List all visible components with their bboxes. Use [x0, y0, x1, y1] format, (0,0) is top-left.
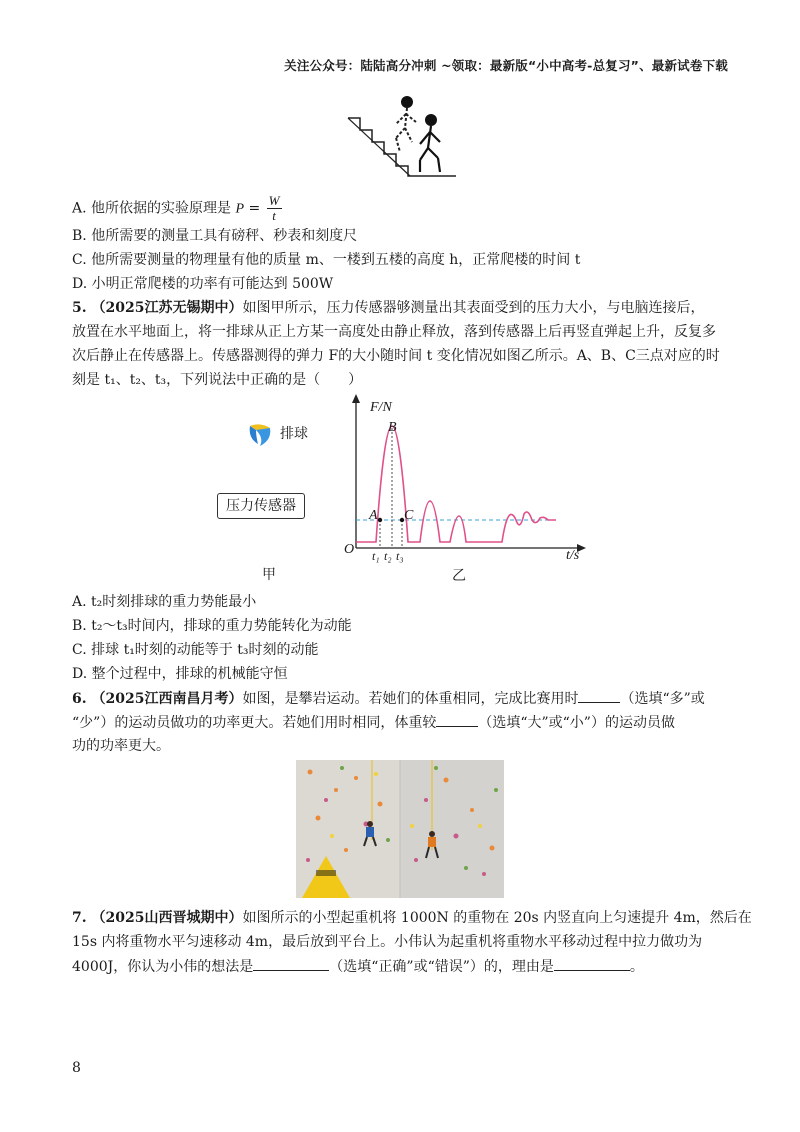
q5-option-c: C. 排球 t₁时刻的动能等于 t₃时刻的动能	[72, 642, 319, 658]
q6-stem-line3: 功的功率更大。	[72, 738, 170, 754]
q6-stem-line2: “少”）的运动员做功的功率更大。若她们用时相同，体重较 （选填“大”或“小”）的运动员做	[72, 712, 675, 733]
sensor-label: 压力传感器	[226, 498, 296, 514]
page-number: 8	[72, 1060, 81, 1076]
page-header: 关注公众号：陆陆高分冲刺 ~领取：最新版“小中高考-总复习”、最新试卷下载	[284, 58, 728, 73]
q7-blank-1[interactable]	[253, 956, 329, 971]
q7-stem-line2: 15s 内将重物水平匀速移动 4m，最后放到平台上。小伟认为起重机将重物水平移动过程中拉力做功为	[72, 934, 703, 950]
point-c-label: C	[404, 508, 414, 523]
q7-blank-2[interactable]	[554, 956, 630, 971]
stair-climbing-figure	[340, 92, 460, 178]
axis-y-label: F/N	[370, 400, 392, 415]
q4-option-c: C. 他所需要测量的物理量有他的质量 m、一楼到五楼的高度 h，正常爬楼的时间 t	[72, 252, 581, 268]
q5-title: 5. （2025江苏无锡期中）	[72, 300, 243, 316]
figure-jia-label: 甲	[262, 567, 276, 583]
q6-stem-line1: 6. （2025江西南昌月考）如图，是攀岩运动。若她们的体重相同，完成比赛用时 （选填“多”或	[72, 688, 705, 709]
formula-fraction: $\frac{W}{t}$	[268, 193, 280, 223]
tick-t3: t₃	[396, 549, 404, 563]
q5-option-a: A. t₂时刻排球的重力势能最小	[72, 594, 257, 610]
q4-option-a: A. 他所依据的实验原理是 P = $\frac{W}{t}$	[72, 193, 280, 223]
climbing-wall-photo	[296, 760, 504, 898]
tick-t2: t₂	[384, 549, 392, 563]
figure-yi-label: 乙	[452, 568, 466, 584]
q7-stem-line3: 4000J，你认为小伟的想法是 （选填“正确”或“错误”）的，理由是 。	[72, 956, 644, 977]
q7-title: 7. （2025山西晋城期中）	[72, 910, 243, 926]
q6-title: 6. （2025江西南昌月考）	[72, 691, 243, 707]
volleyball-icon	[246, 420, 274, 448]
q7-stem-line1: 7. （2025山西晋城期中）如图所示的小型起重机将 1000N 的重物在 20s 内竖直向上匀速提升 4m，然后在	[72, 910, 752, 926]
axis-x-label: t/s	[566, 548, 580, 563]
q5-option-b: B. t₂～t₃时间内，排球的重力势能转化为动能	[72, 618, 352, 634]
q5-stem-line1: 5. （2025江苏无锡期中）如图甲所示，压力传感器够测量出其表面受到的压力大小，与电脑连接后，	[72, 300, 705, 316]
q4-option-d: D. 小明正常爬楼的功率有可能达到 500W	[72, 276, 334, 292]
q5-stem-line4: 刻是 t₁、t₂、t₃，下列说法中正确的是（ ）	[72, 372, 363, 388]
origin-label: O	[344, 542, 355, 557]
q4-option-b: B. 他所需要的测量工具有磅秤、秒表和刻度尺	[72, 228, 358, 244]
q6-blank-2[interactable]	[436, 712, 478, 727]
q6-blank-1[interactable]	[578, 688, 620, 703]
pressure-sensor-box	[217, 493, 305, 519]
q5-stem-line2: 放置在水平地面上，将一排球从正上方某一高度处由静止释放，落到传感器上后再竖直弹起上升，反复多	[72, 324, 716, 340]
point-b-label: B	[388, 420, 397, 435]
ball-label: 排球	[280, 426, 308, 442]
tick-t1: t₁	[372, 549, 380, 563]
q5-stem-line3: 次后静止在传感器上。传感器测得的弹力 F的大小随时间 t 变化情况如图乙所示。A、B、C三点对应的时	[72, 348, 720, 364]
q5-option-d: D. 整个过程中，排球的机械能守恒	[72, 666, 288, 682]
point-a-label: A	[369, 508, 378, 523]
